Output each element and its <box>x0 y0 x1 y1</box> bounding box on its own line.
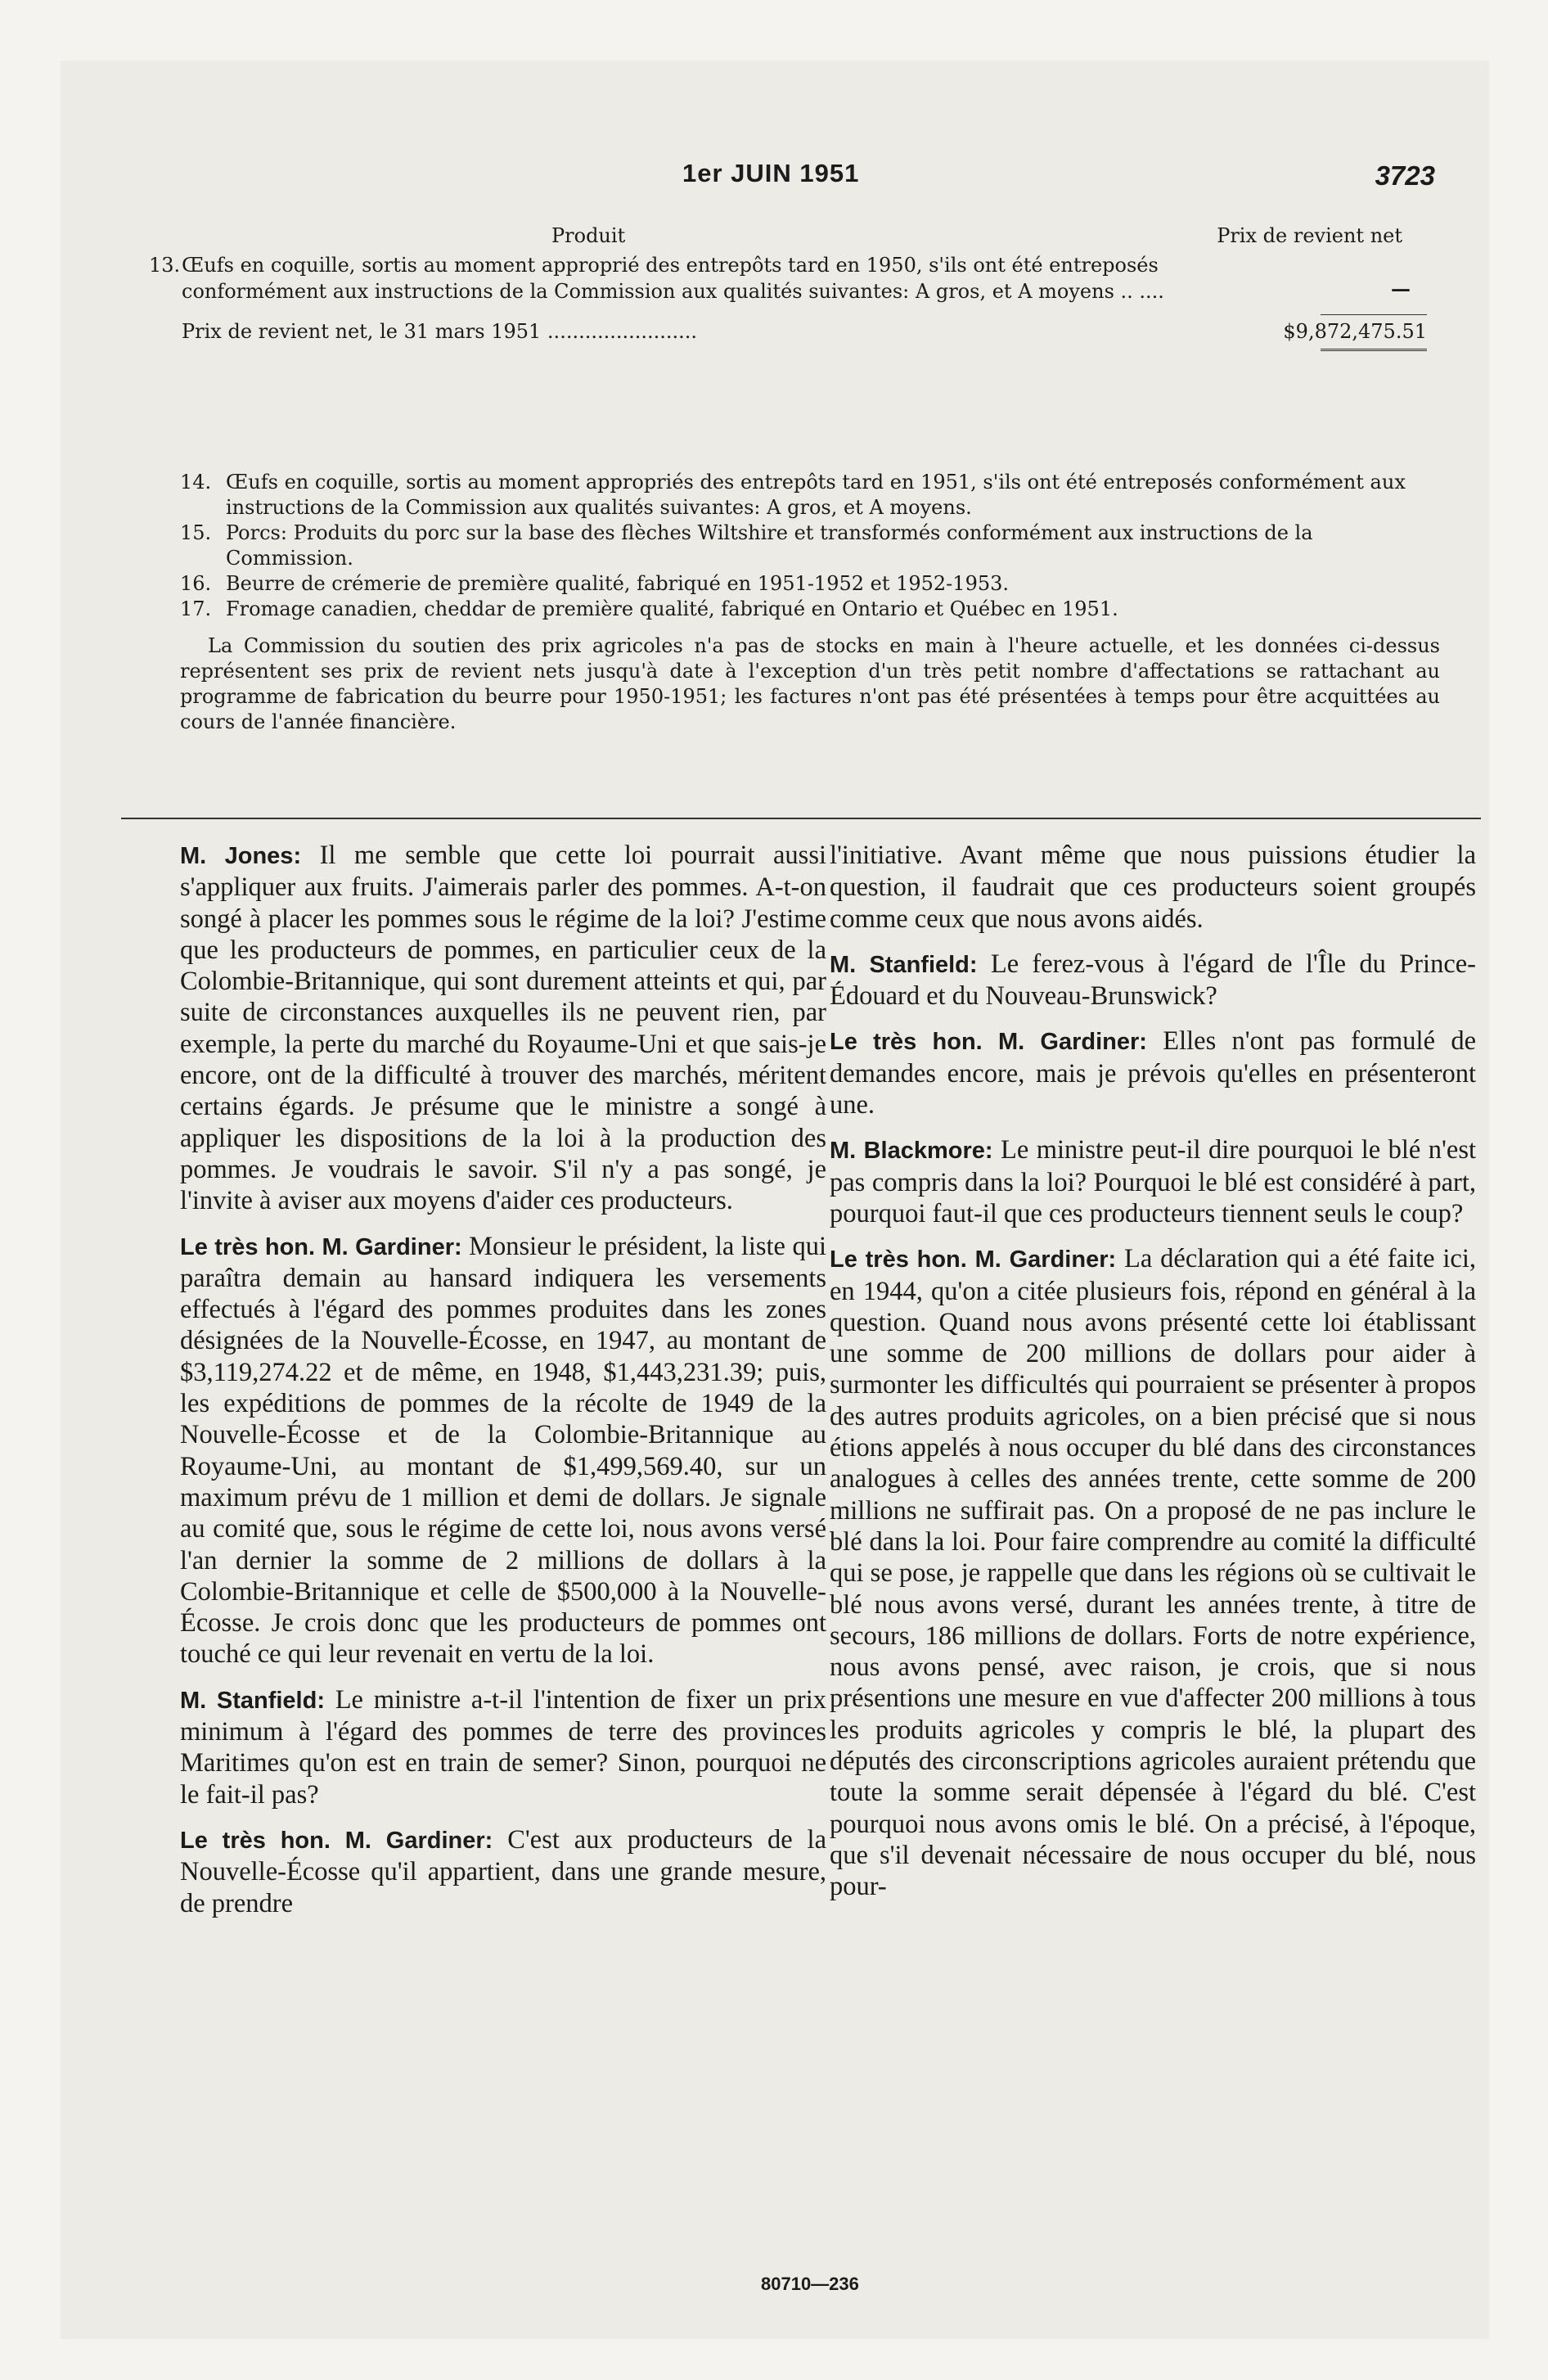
page-number: 3723 <box>1375 160 1435 191</box>
total-label: Prix de revient net, le 31 mars 1951 ........................ <box>182 320 698 343</box>
speaker-name: M. Stanfield: <box>830 951 978 978</box>
speech-text: Le ferez-vous à l'égard de l'Île du Prince-Édouard et du Nouveau-Brunswick? <box>830 949 1476 1012</box>
speech-stanfield-1 <box>180 1684 826 1810</box>
note-number: 17. <box>180 597 212 620</box>
speaker-name: Le très hon. M. Gardiner: <box>830 1029 1147 1056</box>
table-header-row <box>182 224 1435 252</box>
item-number: 13. <box>149 254 181 277</box>
note-text: Beurre de crémerie de première qualité, fabriqué en 1951-1952 et 1952-1953. <box>226 572 1009 595</box>
speech-gardiner-2 <box>180 1824 826 1919</box>
speech-text: Elles n'ont pas formulé de demandes encore, mais je prévois qu'elles en présenteront une. <box>830 1026 1476 1120</box>
header-date: 1er JUIN 1951 <box>682 159 860 187</box>
left-column <box>180 840 826 1933</box>
note-16 <box>180 571 1440 597</box>
note-14 <box>180 470 1440 521</box>
speech-continuation <box>830 840 1476 935</box>
section-divider <box>121 818 1481 819</box>
speech-text: La déclaration qui a été faite ici, en 1944, qu'on a citée plusieurs fois, répond en général à la question. Quand nous avons présenté cette loi établissant une somme de 200 millions de dollars pour aider à surmonter les difficultés qui pourraient se présenter à propos des autres produits agricoles, on a bien précisé que si nous étions appelés à nous occuper du blé dans des circonstances analogues à celles des années trente, cette somme de 200 millions ne suffirait pas. On a proposé de ne pas inclure le blé dans la loi. Pour faire comprendre au comité la difficulté qui se pose, je rappelle que dans les régions où se cultivait le blé nous avons versé, durant les années trente, à titre de secours, 186 millions de dollars. Forts de notre expérience, nous avons pensé, avec raison, je crois, que si nous présentions une mesure en vue d'affecter 200 millions à tous les produits agricoles y compris le blé, la plupart des députés des circonscriptions agricoles auraient prétendu que toute la somme serait dépensée à l'égard du blé. C'est pourquoi nous avons omis le blé. On a précisé, à l'époque, que s'il devenait nécessaire de nous occuper du blé, nous pour- <box>830 1244 1476 1902</box>
note-number: 14. <box>180 471 212 494</box>
speech-text: l'initiative. Avant même que nous puissions étudier la question, il faudrait que ces producteurs soient groupés comme ceux que nous avons aidés. <box>830 841 1476 934</box>
speech-blackmore <box>830 1134 1476 1229</box>
table-row-13 <box>149 252 1237 304</box>
total-row <box>182 318 1435 350</box>
speaker-name: M. Jones: <box>180 843 302 869</box>
speaker-name: Le très hon. M. Gardiner: <box>180 1233 462 1260</box>
speech-text: C'est aux producteurs de la Nouvelle-Écosse qu'il appartient, dans une grande mesure, de prendre <box>180 1824 826 1918</box>
note-number: 15. <box>180 521 212 544</box>
speaker-name: Le très hon. M. Gardiner: <box>830 1246 1117 1273</box>
note-text: Fromage canadien, cheddar de première qualité, fabriqué en Ontario et Québec en 1951. <box>226 597 1118 620</box>
note-text: Porcs: Produits du porc sur la base des flèches Wiltshire et transformés conformément aux instructions de la Commission. <box>226 521 1313 570</box>
speech-gardiner-1 <box>180 1231 826 1670</box>
page-header <box>61 151 1489 200</box>
speech-text: Le ministre a-t-il l'intention de fixer un prix minimum à l'égard des pommes de terre des provinces Maritimes qu'on est en train de semer? Sinon, pourquoi ne le fait-il pas? <box>180 1684 826 1810</box>
speaker-name: M. Stanfield: <box>180 1687 325 1714</box>
speech-gardiner-4 <box>830 1243 1476 1902</box>
column-header-cost: Prix de revient net <box>1217 224 1402 247</box>
speech-text: Monsieur le président, la liste qui paraîtra demain au hansard indiquera les versements effectués à l'égard des pommes produites dans les zones désignées de la Nouvelle-Écosse, en 1947, au montant de $3,119,274.22 et de même, en 1948, $1,443,231.39; puis, les expéditions de pommes de la récolte de 1949 de la Nouvelle-Écosse et de la Colombie-Britannique au Royaume-Uni, au montant de $1,499,569.40, sur un maximum prévu de 1 million et demi de dollars. Je signale au comité que, sous le régime de cette loi, nous avons versé l'an dernier la somme de 2 millions de dollars à la Colombie-Britannique et celle de $500,000 à la Nouvelle-Écosse. Je crois donc que les producteurs de pommes ont touché ce qui leur revenait en vertu de la loi. <box>180 1231 826 1670</box>
speech-gardiner-3 <box>830 1025 1476 1120</box>
note-number: 16. <box>180 572 212 595</box>
product-notes <box>180 470 1440 755</box>
total-rule-top <box>1321 314 1427 315</box>
right-column <box>830 840 1476 1917</box>
page-scan <box>61 61 1489 2339</box>
note-15 <box>180 521 1440 571</box>
total-rule-bottom <box>1321 349 1427 353</box>
speech-text: Il me semble que cette loi pourrait aussi s'appliquer aux fruits. J'aimerais parler des pommes. A-t-on songé à placer les pommes sous le régime de la loi? J'estime que les producteurs de pommes, en particulier ceux de la Colombie-Britannique, qui sont durement atteints et qui, par suite de circonstances auxquelles ils ne peuvent rien, par exemple, la perte du marché du Royaume-Uni et que sais-je encore, ont de la difficulté à trouver des marchés, méritent certains égards. Je présume que le ministre a songé à appliquer les dispositions de la loi à la production des pommes. Je voudrais le savoir. S'il n'y a pas songé, je l'invite à aviser aux moyens d'aider ces producteurs. <box>180 841 827 1216</box>
print-code: 80710—236 <box>761 2274 859 2294</box>
cost-table <box>149 224 1435 350</box>
note-text: Œufs en coquille, sortis au moment appropriés des entrepôts tard en 1951, s'ils ont été entreposés conformément aux instructions de la Commission aux qualités suivantes: A gros, et A moyens. <box>226 471 1406 519</box>
speech-jones <box>180 840 826 1217</box>
note-17 <box>180 597 1440 622</box>
commission-paragraph: La Commission du soutien des prix agricoles n'a pas de stocks en main à l'heure actuelle, et les données ci-dessus représentent ses prix de revient nets jusqu'à date à l'exception d'un très petit nombre d'affectations se rattachant au programme de fabrication du beurre pour 1950-1951; les factures n'ont pas été présentées à temps pour être acquittées au cours de l'année financière. <box>180 634 1440 733</box>
speech-stanfield-2 <box>830 949 1476 1012</box>
speaker-name: M. Blackmore: <box>830 1138 993 1165</box>
item-text: Œufs en coquille, sortis au moment approprié des entrepôts tard en 1950, s'ils ont été entreposés conformément aux instructions de la Commission aux qualités suivantes: A gros, et A moyens .. .... <box>182 254 1164 303</box>
item-value: — <box>1391 277 1411 300</box>
total-amount: $9,872,475.51 <box>1283 320 1427 343</box>
speaker-name: Le très hon. M. Gardiner: <box>180 1827 493 1854</box>
column-header-product: Produit <box>551 224 626 247</box>
speech-text: Le ministre peut-il dire pourquoi le blé n'est pas compris dans la loi? Pourquoi le blé est considéré à part, pourquoi faut-il que ces producteurs tiennent seuls le coup? <box>830 1135 1477 1228</box>
